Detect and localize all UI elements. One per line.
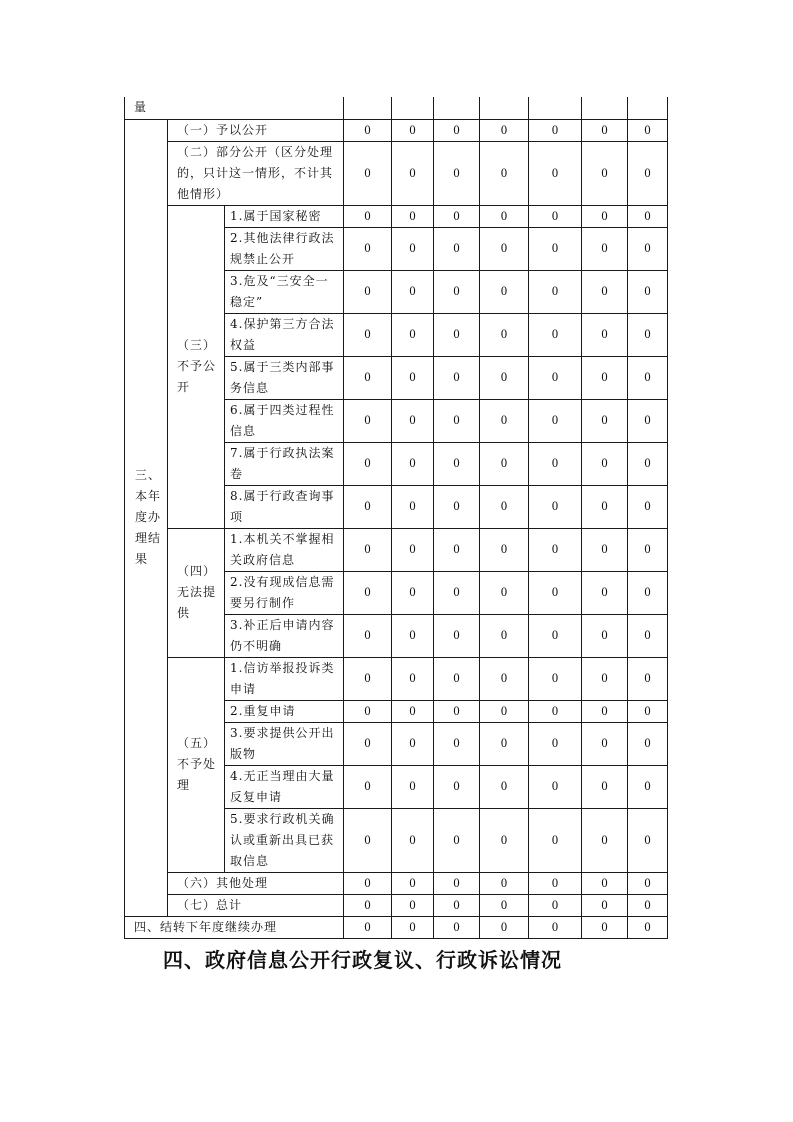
cell-text-line: 三、 xyxy=(135,468,162,482)
results-group-title xyxy=(168,657,225,872)
value-cell: 0 xyxy=(628,119,668,141)
value-cell: 0 xyxy=(392,571,434,614)
value-cell: 0 xyxy=(434,442,480,485)
value-cell: 0 xyxy=(628,270,668,313)
table-row xyxy=(125,894,668,916)
results-subitem-label xyxy=(225,205,344,227)
value-cell: 0 xyxy=(434,872,480,894)
value-cell: 0 xyxy=(480,700,529,722)
value-cell: 0 xyxy=(628,528,668,571)
cell-text-line: 要另行制作 xyxy=(230,595,296,610)
value-cell: 0 xyxy=(344,614,392,657)
cell-text-line: 4.保护第三方合法 xyxy=(230,316,335,331)
value-cell xyxy=(582,97,628,119)
cell-text-line: 版物 xyxy=(230,746,257,761)
value-cell: 0 xyxy=(529,700,582,722)
value-cell: 0 xyxy=(480,485,529,528)
cell-text-line: （二）部分公开（区分处理 xyxy=(177,144,334,159)
cell-text-line: 开 xyxy=(177,380,191,394)
value-cell: 0 xyxy=(480,528,529,571)
cell-text-line: （三） xyxy=(177,338,217,352)
value-cell: 0 xyxy=(529,571,582,614)
value-cell: 0 xyxy=(628,485,668,528)
value-cell: 0 xyxy=(582,872,628,894)
value-cell: 0 xyxy=(392,356,434,399)
value-cell: 0 xyxy=(628,765,668,808)
value-cell: 0 xyxy=(628,722,668,765)
cell-text-line: 7.属于行政执法案 xyxy=(230,445,335,460)
value-cell: 0 xyxy=(529,227,582,270)
information-disclosure-table xyxy=(124,97,668,939)
value-cell: 0 xyxy=(344,485,392,528)
cell-text-line: 3.要求提供公开出 xyxy=(230,725,335,740)
value-cell: 0 xyxy=(434,227,480,270)
value-cell: 0 xyxy=(582,119,628,141)
value-cell: 0 xyxy=(434,916,480,938)
value-cell: 0 xyxy=(434,313,480,356)
value-cell: 0 xyxy=(392,141,434,205)
value-cell: 0 xyxy=(529,614,582,657)
value-cell: 0 xyxy=(480,141,529,205)
value-cell: 0 xyxy=(628,894,668,916)
cell-text-line: 本年 xyxy=(135,489,162,503)
value-cell: 0 xyxy=(628,700,668,722)
value-cell: 0 xyxy=(344,571,392,614)
results-item-label xyxy=(168,141,344,205)
section-heading: 四、政府信息公开行政复议、行政诉讼情况 xyxy=(163,948,562,972)
results-subitem-label xyxy=(225,442,344,485)
value-cell: 0 xyxy=(529,399,582,442)
cell-text-line: 理 xyxy=(177,778,191,792)
cell-text-line: 申请 xyxy=(230,681,257,696)
results-group-title xyxy=(168,205,225,528)
results-subitem-label xyxy=(225,722,344,765)
value-cell: 0 xyxy=(582,270,628,313)
cell-text-line: 卷 xyxy=(230,466,244,481)
value-cell: 0 xyxy=(529,657,582,700)
value-cell: 0 xyxy=(529,872,582,894)
value-cell: 0 xyxy=(344,765,392,808)
table-row xyxy=(125,141,668,205)
cell-text-line: 不予处 xyxy=(177,757,217,771)
value-cell: 0 xyxy=(434,119,480,141)
value-cell: 0 xyxy=(392,614,434,657)
value-cell: 0 xyxy=(529,528,582,571)
value-cell xyxy=(392,97,434,119)
results-subitem-label xyxy=(225,571,344,614)
cell-text-line: 1.属于国家秘密 xyxy=(230,208,322,223)
cell-text-line: 规禁止公开 xyxy=(230,251,296,266)
cell-text-line: 稳定” xyxy=(230,294,264,309)
value-cell: 0 xyxy=(582,916,628,938)
value-cell: 0 xyxy=(344,270,392,313)
value-cell: 0 xyxy=(628,399,668,442)
value-cell: 0 xyxy=(392,894,434,916)
results-subitem-label xyxy=(225,485,344,528)
value-cell: 0 xyxy=(434,700,480,722)
value-cell: 0 xyxy=(392,722,434,765)
cell-text-line: 取信息 xyxy=(230,853,270,868)
value-cell: 0 xyxy=(582,765,628,808)
value-cell: 0 xyxy=(480,356,529,399)
value-cell: 0 xyxy=(434,894,480,916)
cell-text-line: 2.其他法律行政法 xyxy=(230,230,335,245)
cell-text-line: （七）总计 xyxy=(177,897,243,912)
value-cell: 0 xyxy=(392,313,434,356)
value-cell: 0 xyxy=(392,700,434,722)
cell-text-line: 信息 xyxy=(230,423,257,438)
value-cell: 0 xyxy=(480,894,529,916)
value-cell: 0 xyxy=(582,528,628,571)
value-cell: 0 xyxy=(344,399,392,442)
value-cell: 0 xyxy=(529,808,582,872)
value-cell: 0 xyxy=(434,571,480,614)
cell-text-line: 权益 xyxy=(230,337,257,352)
results-section-title xyxy=(125,119,168,916)
value-cell: 0 xyxy=(480,205,529,227)
value-cell: 0 xyxy=(344,722,392,765)
value-cell: 0 xyxy=(480,227,529,270)
value-cell: 0 xyxy=(392,808,434,872)
value-cell: 0 xyxy=(628,657,668,700)
value-cell: 0 xyxy=(480,808,529,872)
value-cell: 0 xyxy=(480,614,529,657)
cell-text-line: 1.信访举报投诉类 xyxy=(230,660,335,675)
value-cell: 0 xyxy=(628,442,668,485)
value-cell: 0 xyxy=(529,141,582,205)
value-cell: 0 xyxy=(582,442,628,485)
value-cell: 0 xyxy=(344,808,392,872)
cell-text-line: 项 xyxy=(230,509,244,524)
value-cell: 0 xyxy=(344,916,392,938)
value-cell: 0 xyxy=(582,205,628,227)
value-cell: 0 xyxy=(480,765,529,808)
value-cell: 0 xyxy=(434,399,480,442)
value-cell: 0 xyxy=(529,313,582,356)
value-cell: 0 xyxy=(392,485,434,528)
cell-text-line: 5.属于三类内部事 xyxy=(230,359,335,374)
value-cell: 0 xyxy=(344,356,392,399)
value-cell: 0 xyxy=(480,119,529,141)
value-cell: 0 xyxy=(582,227,628,270)
value-cell: 0 xyxy=(582,571,628,614)
value-cell xyxy=(529,97,582,119)
value-cell: 0 xyxy=(529,270,582,313)
value-cell: 0 xyxy=(628,205,668,227)
value-cell: 0 xyxy=(392,916,434,938)
value-cell: 0 xyxy=(344,700,392,722)
cell-text-line: 2.重复申请 xyxy=(230,703,296,718)
value-cell: 0 xyxy=(392,227,434,270)
value-cell: 0 xyxy=(480,571,529,614)
value-cell: 0 xyxy=(392,442,434,485)
results-subitem-label xyxy=(225,808,344,872)
value-cell: 0 xyxy=(392,657,434,700)
cell-text-line: 3.危及“三安全一 xyxy=(230,273,329,288)
cell-text-line: 理结 xyxy=(135,531,162,545)
value-cell: 0 xyxy=(628,356,668,399)
table-row xyxy=(125,528,668,571)
value-cell: 0 xyxy=(434,270,480,313)
value-cell: 0 xyxy=(434,765,480,808)
value-cell: 0 xyxy=(582,894,628,916)
results-subitem-label xyxy=(225,765,344,808)
value-cell: 0 xyxy=(582,485,628,528)
cell-text-line: 6.属于四类过程性 xyxy=(230,402,335,417)
value-cell: 0 xyxy=(434,614,480,657)
cell-text-line: 的，只计这一情形，不计其 xyxy=(177,165,334,180)
value-cell: 0 xyxy=(392,399,434,442)
carryover-row-label xyxy=(125,916,344,938)
cell-text-line: 无法提 xyxy=(177,585,217,599)
results-subitem-label xyxy=(225,399,344,442)
cell-text-line: 2.没有现成信息需 xyxy=(230,574,335,589)
value-cell: 0 xyxy=(529,722,582,765)
value-cell: 0 xyxy=(480,442,529,485)
cell-text-line: （六）其他处理 xyxy=(177,875,269,890)
cell-text-line: 量 xyxy=(134,100,148,115)
value-cell: 0 xyxy=(529,916,582,938)
value-cell: 0 xyxy=(344,528,392,571)
value-cell: 0 xyxy=(529,765,582,808)
value-cell xyxy=(344,97,392,119)
value-cell: 0 xyxy=(392,270,434,313)
cell-text-line: （五） xyxy=(177,736,217,750)
value-cell: 0 xyxy=(529,894,582,916)
value-cell: 0 xyxy=(392,765,434,808)
results-subitem-label xyxy=(225,356,344,399)
value-cell: 0 xyxy=(434,722,480,765)
value-cell: 0 xyxy=(344,227,392,270)
value-cell: 0 xyxy=(480,399,529,442)
value-cell: 0 xyxy=(434,528,480,571)
results-subitem-label xyxy=(225,614,344,657)
value-cell: 0 xyxy=(344,657,392,700)
continued-row-label xyxy=(125,97,344,119)
value-cell: 0 xyxy=(582,399,628,442)
value-cell: 0 xyxy=(344,119,392,141)
cell-text-line: （一）予以公开 xyxy=(177,122,269,137)
value-cell: 0 xyxy=(582,614,628,657)
value-cell: 0 xyxy=(344,894,392,916)
value-cell: 0 xyxy=(434,808,480,872)
value-cell: 0 xyxy=(392,872,434,894)
value-cell: 0 xyxy=(529,356,582,399)
cell-text-line: 1.本机关不掌握相 xyxy=(230,531,335,546)
cell-text-line: 务信息 xyxy=(230,380,270,395)
value-cell: 0 xyxy=(344,141,392,205)
value-cell xyxy=(480,97,529,119)
value-cell: 0 xyxy=(628,614,668,657)
results-item-label xyxy=(168,872,344,894)
value-cell xyxy=(628,97,668,119)
results-subitem-label xyxy=(225,227,344,270)
table-row xyxy=(125,916,668,938)
cell-text-line: （四） xyxy=(177,564,217,578)
value-cell: 0 xyxy=(480,916,529,938)
value-cell: 0 xyxy=(529,442,582,485)
value-cell: 0 xyxy=(628,571,668,614)
value-cell: 0 xyxy=(392,528,434,571)
cell-text-line: 3.补正后申请内容 xyxy=(230,617,335,632)
cell-text-line: 反复申请 xyxy=(230,789,283,804)
results-subitem-label xyxy=(225,700,344,722)
results-subitem-label xyxy=(225,528,344,571)
cell-text-line: 关政府信息 xyxy=(230,552,296,567)
cell-text-line: 四、结转下年度继续办理 xyxy=(134,919,278,934)
results-item-label xyxy=(168,894,344,916)
results-group-title xyxy=(168,528,225,657)
value-cell: 0 xyxy=(344,442,392,485)
value-cell: 0 xyxy=(628,313,668,356)
results-subitem-label xyxy=(225,270,344,313)
results-item-label xyxy=(168,119,344,141)
value-cell: 0 xyxy=(628,227,668,270)
value-cell: 0 xyxy=(344,205,392,227)
value-cell: 0 xyxy=(582,313,628,356)
value-cell xyxy=(434,97,480,119)
value-cell: 0 xyxy=(628,916,668,938)
table-row xyxy=(125,119,668,141)
value-cell: 0 xyxy=(392,205,434,227)
value-cell: 0 xyxy=(434,657,480,700)
cell-text-line: 仍不明确 xyxy=(230,638,283,653)
table-body xyxy=(125,97,668,938)
value-cell: 0 xyxy=(582,722,628,765)
value-cell: 0 xyxy=(392,119,434,141)
value-cell: 0 xyxy=(582,141,628,205)
value-cell: 0 xyxy=(582,657,628,700)
cell-text-line: 果 xyxy=(135,552,149,566)
value-cell: 0 xyxy=(480,270,529,313)
cell-text-line: 他情形） xyxy=(177,186,230,201)
value-cell: 0 xyxy=(628,808,668,872)
value-cell: 0 xyxy=(582,808,628,872)
value-cell: 0 xyxy=(434,205,480,227)
cell-text-line: 5.要求行政机关确 xyxy=(230,811,335,826)
results-subitem-label xyxy=(225,657,344,700)
value-cell: 0 xyxy=(344,872,392,894)
results-subitem-label xyxy=(225,313,344,356)
value-cell: 0 xyxy=(434,356,480,399)
value-cell: 0 xyxy=(628,872,668,894)
table-row xyxy=(125,872,668,894)
table-row xyxy=(125,97,668,119)
value-cell: 0 xyxy=(582,356,628,399)
table-row xyxy=(125,657,668,700)
value-cell: 0 xyxy=(529,205,582,227)
value-cell: 0 xyxy=(480,657,529,700)
value-cell: 0 xyxy=(480,313,529,356)
value-cell: 0 xyxy=(628,141,668,205)
cell-text-line: 度办 xyxy=(135,510,162,524)
value-cell: 0 xyxy=(529,119,582,141)
cell-text-line: 认或重新出具已获 xyxy=(230,832,335,847)
value-cell: 0 xyxy=(480,722,529,765)
value-cell: 0 xyxy=(582,700,628,722)
cell-text-line: 供 xyxy=(177,606,191,620)
cell-text-line: 4.无正当理由大量 xyxy=(230,768,335,783)
table-row xyxy=(125,205,668,227)
value-cell: 0 xyxy=(480,872,529,894)
cell-text-line: 不予公 xyxy=(177,359,217,373)
value-cell: 0 xyxy=(434,485,480,528)
value-cell: 0 xyxy=(434,141,480,205)
cell-text-line: 8.属于行政查询事 xyxy=(230,488,335,503)
value-cell: 0 xyxy=(344,313,392,356)
value-cell: 0 xyxy=(529,485,582,528)
